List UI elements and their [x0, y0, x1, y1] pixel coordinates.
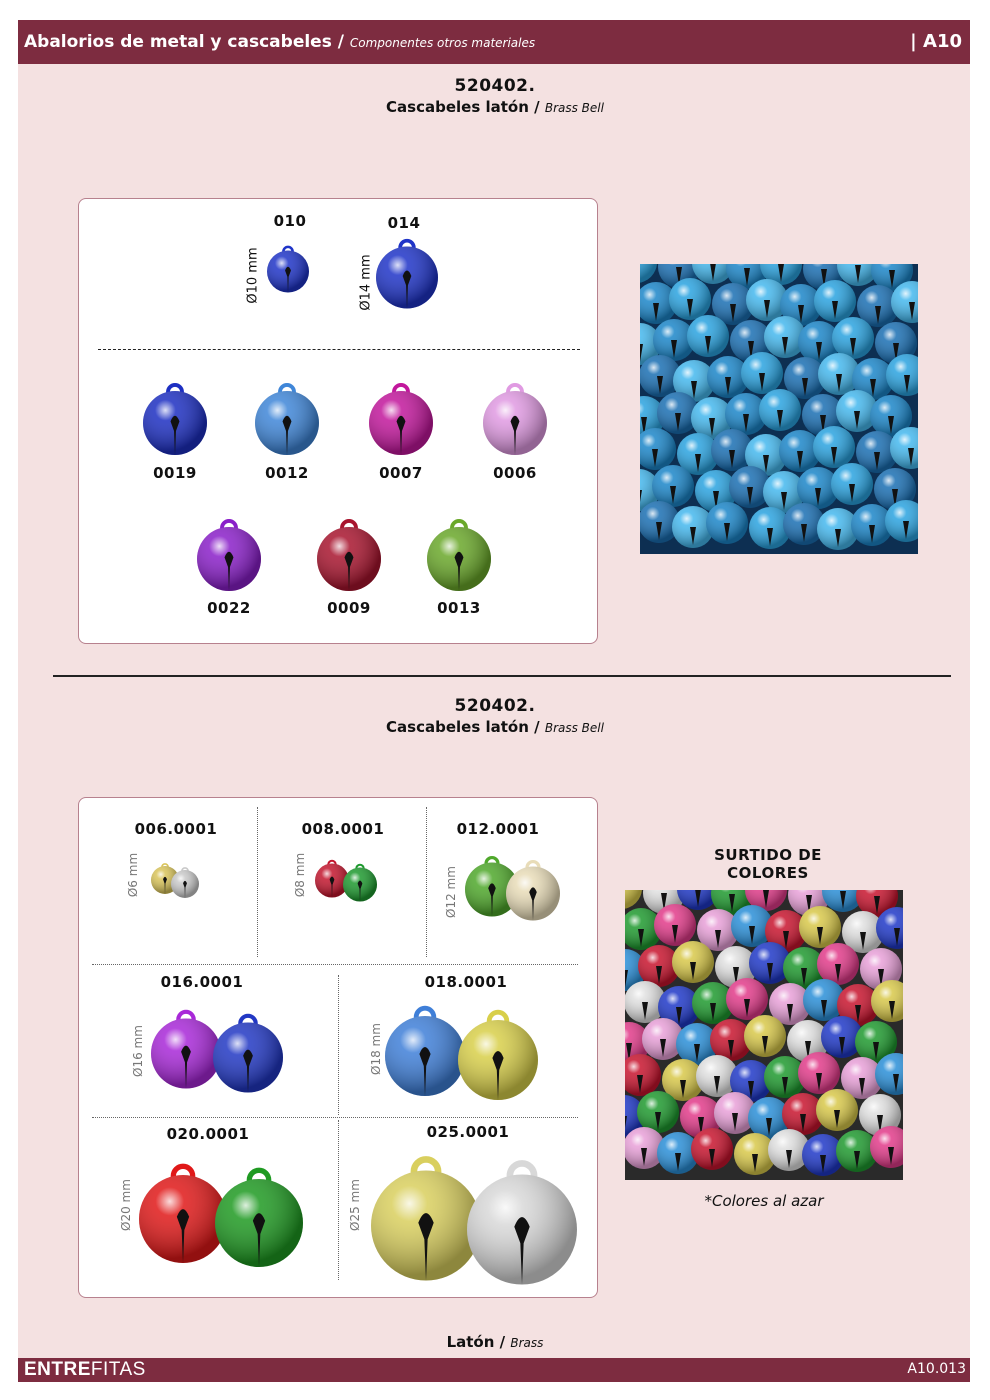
diameter-label: Ø18 mm: [369, 1023, 383, 1075]
section2-slash: /: [534, 718, 540, 736]
color-bell-icon: [314, 508, 384, 594]
bell-wrapper: [168, 860, 202, 905]
assortment-title-line1: SURTIDO DE: [714, 846, 822, 864]
bell-icon: [210, 1002, 286, 1096]
section1-name-en: Brass Bell: [544, 101, 604, 115]
brand-bold: ENTRE: [24, 1359, 91, 1380]
category-subtitle: Componentes otros materiales: [349, 36, 536, 50]
section1-name-es: Cascabeles latón: [386, 98, 529, 116]
bell-wrapper: [252, 372, 322, 462]
color-code-label: 0006: [493, 464, 537, 482]
bell-icon: [503, 850, 563, 924]
section-divider-rule: [53, 675, 951, 677]
item-code-label: 016.0001: [160, 973, 244, 991]
bell-icon: [373, 228, 441, 312]
assortment-note: *Colores al azar: [704, 1192, 824, 1210]
bell-wrapper: [314, 508, 384, 598]
assorted-bells-photo: [625, 890, 903, 1180]
section2-heading: [0, 696, 990, 736]
diameter-label: Ø8 mm: [293, 852, 307, 898]
material-en: Brass: [510, 1336, 544, 1350]
color-code-label: 0022: [207, 599, 251, 617]
section2-product-name: [0, 718, 990, 736]
section1-heading: [0, 76, 990, 116]
bell-wrapper: [212, 1154, 306, 1274]
diameter-label: Ø12 mm: [444, 866, 458, 918]
grid-divider-v3: [338, 975, 339, 1115]
grid-divider-v2: [426, 807, 427, 957]
size-code-label: 010: [273, 212, 307, 230]
diameter-label: Ø16 mm: [131, 1025, 145, 1077]
brand-logo: [24, 1359, 146, 1381]
color-bell-icon: [424, 508, 494, 594]
color-code-label: 0019: [153, 464, 197, 482]
section-code: | A10: [910, 31, 962, 52]
section1-reference: 520402.: [454, 76, 536, 96]
material-label: [0, 1333, 990, 1351]
diameter-label: Ø14 mm: [358, 254, 374, 311]
color-code-label: 0007: [379, 464, 423, 482]
section2-name-en: Brass Bell: [544, 721, 604, 735]
bell-icon: [212, 1154, 306, 1270]
diameter-label: Ø25 mm: [348, 1179, 362, 1231]
color-bell-icon: [194, 508, 264, 594]
bell-icon: [464, 1144, 580, 1288]
grid-divider-v4: [338, 1120, 339, 1280]
material-es: Latón: [446, 1333, 495, 1351]
bell-icon: [264, 237, 312, 296]
color-bell-icon: [140, 372, 210, 458]
item-code-label: 008.0001: [301, 820, 385, 838]
bell-wrapper: [140, 372, 210, 462]
assortment-title-line2: COLORES: [727, 864, 809, 882]
bell-wrapper: [464, 1144, 580, 1292]
grid-divider-v1: [257, 807, 258, 957]
top-header-bar: [18, 20, 970, 64]
section1-slash: /: [534, 98, 540, 116]
bell-wrapper: [373, 228, 441, 316]
material-slash: /: [499, 1333, 506, 1351]
bell-wrapper: [264, 237, 312, 300]
section1-dashed-divider: [98, 349, 580, 350]
bell-icon: [168, 860, 202, 901]
item-code-label: 020.0001: [166, 1125, 250, 1143]
color-code-label: 0012: [265, 464, 309, 482]
bottom-footer-bar: [18, 1358, 970, 1382]
assortment-title: [668, 846, 868, 882]
bell-wrapper: [366, 372, 436, 462]
color-code-label: 0009: [327, 599, 371, 617]
color-bell-icon: [480, 372, 550, 458]
brand-light: FITAS: [90, 1359, 146, 1380]
diameter-label: Ø20 mm: [119, 1179, 133, 1231]
bell-wrapper: [424, 508, 494, 598]
color-bell-icon: [252, 372, 322, 458]
category-title: Abalorios de metal y cascabeles: [24, 32, 332, 52]
item-code-label: 025.0001: [426, 1123, 510, 1141]
section2-reference: 520402.: [454, 696, 536, 716]
grid-divider-h2: [92, 1117, 578, 1118]
diameter-label: Ø10 mm: [245, 247, 261, 304]
bell-wrapper: [194, 508, 264, 598]
item-code-label: 018.0001: [424, 973, 508, 991]
bell-wrapper: [340, 856, 380, 909]
diameter-label: Ø6 mm: [126, 852, 140, 898]
size-code-label: 014: [387, 214, 421, 232]
item-code-label: 012.0001: [456, 820, 540, 838]
section2-name-es: Cascabeles latón: [386, 718, 529, 736]
page-title: [24, 32, 535, 52]
bell-wrapper: [503, 850, 563, 928]
bell-wrapper: [455, 997, 541, 1107]
color-code-label: 0013: [437, 599, 481, 617]
item-code-label: 006.0001: [134, 820, 218, 838]
bell-icon: [455, 997, 541, 1103]
grid-divider-h1: [92, 964, 578, 965]
bell-wrapper: [480, 372, 550, 462]
color-bell-icon: [366, 372, 436, 458]
title-separator: /: [337, 32, 344, 52]
bell-wrapper: [210, 1002, 286, 1100]
section1-product-name: [0, 98, 990, 116]
bell-icon: [340, 856, 380, 905]
page-code: A10.013: [907, 1361, 966, 1377]
blue-bells-photo: [640, 264, 918, 554]
